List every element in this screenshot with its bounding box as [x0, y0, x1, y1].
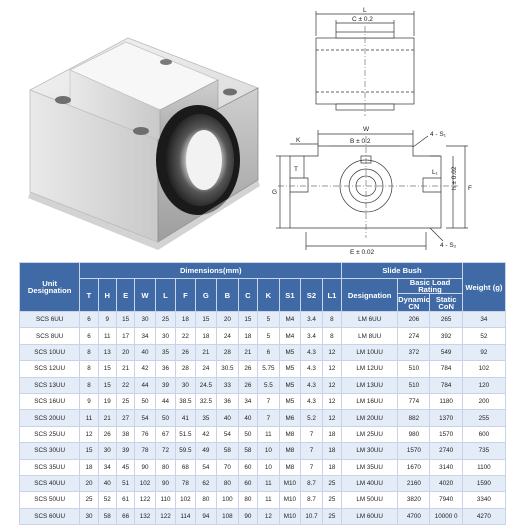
- spec-table-body: [20, 312, 506, 525]
- table-cell: LM 16UU: [342, 393, 398, 409]
- table-cell: 12: [80, 426, 98, 442]
- table-cell: 1180: [430, 393, 462, 409]
- table-row: [20, 393, 506, 409]
- table-cell: 980: [398, 426, 430, 442]
- table-cell: LM 30UU: [342, 443, 398, 459]
- header-weight: Weight (g): [462, 263, 505, 312]
- table-cell: 600: [462, 426, 505, 442]
- spec-table-container: [19, 262, 506, 522]
- table-cell: 15: [98, 361, 116, 377]
- header-slide-bush: Slide Bush: [342, 263, 463, 279]
- table-cell: 30: [135, 312, 155, 328]
- table-cell: 21: [195, 344, 217, 360]
- header-dynamic: Dynamic CN: [398, 294, 430, 311]
- table-cell: 5.75: [258, 361, 280, 377]
- table-cell: LM 6UU: [342, 312, 398, 328]
- table-cell: M5: [279, 344, 301, 360]
- table-cell: 11: [80, 410, 98, 426]
- table-cell: 30: [155, 328, 175, 344]
- table-cell: LM 50UU: [342, 492, 398, 508]
- table-cell: 80: [238, 492, 257, 508]
- table-cell: 52: [462, 328, 505, 344]
- table-cell: M8: [279, 426, 301, 442]
- table-cell: 26: [238, 377, 257, 393]
- table-cell: 9: [80, 393, 98, 409]
- table-cell: 35: [155, 344, 175, 360]
- table-cell: 27: [116, 410, 134, 426]
- table-cell: 1100: [462, 459, 505, 475]
- table-cell: LM 20UU: [342, 410, 398, 426]
- table-cell: 12: [322, 344, 341, 360]
- table-row: [20, 492, 506, 508]
- table-cell: 20: [80, 475, 98, 491]
- table-cell: 66: [116, 508, 134, 524]
- table-cell: 40: [135, 344, 155, 360]
- table-cell: 38: [116, 426, 134, 442]
- table-cell: 735: [462, 443, 505, 459]
- table-cell: 80: [195, 492, 217, 508]
- table-cell: 32.5: [195, 393, 217, 409]
- table-cell: 8: [322, 328, 341, 344]
- dim-label-f: F: [468, 185, 472, 192]
- header-dim-f: F: [176, 279, 195, 312]
- table-cell: 549: [430, 344, 462, 360]
- table-cell: SCS 12UU: [20, 361, 80, 377]
- table-cell: 1570: [430, 426, 462, 442]
- dim-label-k: K: [296, 137, 301, 144]
- table-cell: 274: [398, 328, 430, 344]
- table-cell: 78: [176, 475, 195, 491]
- table-row: [20, 426, 506, 442]
- table-cell: 28: [217, 344, 239, 360]
- header-dim-g: G: [195, 279, 217, 312]
- table-cell: 90: [155, 475, 175, 491]
- table-cell: SCS 10UU: [20, 344, 80, 360]
- table-cell: 6: [80, 312, 98, 328]
- table-cell: 5: [258, 312, 280, 328]
- table-cell: 8: [80, 377, 98, 393]
- technical-drawing: [268, 6, 518, 258]
- table-cell: 60: [238, 459, 257, 475]
- table-cell: M10: [279, 508, 301, 524]
- table-cell: 255: [462, 410, 505, 426]
- table-cell: 33: [217, 377, 239, 393]
- table-cell: 22: [116, 377, 134, 393]
- table-cell: 12: [322, 361, 341, 377]
- table-row: [20, 508, 506, 524]
- table-cell: SCS 30UU: [20, 443, 80, 459]
- table-cell: 5: [258, 328, 280, 344]
- table-row: [20, 344, 506, 360]
- table-cell: 51: [116, 475, 134, 491]
- table-cell: 54: [195, 459, 217, 475]
- table-cell: 120: [462, 377, 505, 393]
- table-cell: 18: [322, 426, 341, 442]
- dim-label-b: B ± 0.2: [350, 138, 371, 145]
- table-cell: 40: [98, 475, 116, 491]
- table-cell: 30: [80, 508, 98, 524]
- header-dim-k: K: [258, 279, 280, 312]
- table-cell: 7: [258, 410, 280, 426]
- table-cell: 58: [217, 443, 239, 459]
- table-cell: 26: [238, 361, 257, 377]
- table-row: [20, 410, 506, 426]
- table-cell: 25: [80, 492, 98, 508]
- table-cell: 784: [430, 377, 462, 393]
- table-cell: 200: [462, 393, 505, 409]
- table-cell: 4.3: [301, 344, 323, 360]
- table-cell: 50: [155, 410, 175, 426]
- table-cell: 76: [135, 426, 155, 442]
- table-cell: 122: [135, 492, 155, 508]
- table-row: [20, 459, 506, 475]
- table-cell: 4.3: [301, 393, 323, 409]
- table-cell: 114: [176, 508, 195, 524]
- table-cell: 8: [80, 344, 98, 360]
- table-cell: 42: [135, 361, 155, 377]
- table-cell: 372: [398, 344, 430, 360]
- table-cell: 30: [176, 377, 195, 393]
- table-cell: 45: [116, 459, 134, 475]
- table-cell: 52: [98, 492, 116, 508]
- table-cell: M8: [279, 459, 301, 475]
- table-cell: 72: [155, 443, 175, 459]
- table-cell: 90: [238, 508, 257, 524]
- dim-label-s1: 4 - S₁: [430, 131, 446, 138]
- table-cell: 36: [217, 393, 239, 409]
- table-cell: 54: [217, 426, 239, 442]
- table-cell: 25: [322, 508, 341, 524]
- table-cell: SCS 50UU: [20, 492, 80, 508]
- table-cell: 80: [155, 459, 175, 475]
- table-cell: M5: [279, 361, 301, 377]
- table-cell: 60: [238, 475, 257, 491]
- table-cell: M8: [279, 443, 301, 459]
- table-cell: 8: [322, 312, 341, 328]
- table-cell: 36: [155, 361, 175, 377]
- table-cell: 24.5: [195, 377, 217, 393]
- table-cell: SCS 16UU: [20, 393, 80, 409]
- table-cell: 15: [80, 443, 98, 459]
- table-cell: SCS 40UU: [20, 475, 80, 491]
- table-cell: M10: [279, 492, 301, 508]
- table-row: [20, 443, 506, 459]
- table-cell: 784: [430, 361, 462, 377]
- product-photo: [8, 10, 270, 255]
- table-cell: 28: [176, 361, 195, 377]
- table-cell: 17: [116, 328, 134, 344]
- table-cell: 25: [322, 475, 341, 491]
- table-cell: 102: [176, 492, 195, 508]
- table-cell: 18: [80, 459, 98, 475]
- table-cell: 90: [135, 459, 155, 475]
- table-cell: 44: [135, 377, 155, 393]
- table-cell: 58: [238, 443, 257, 459]
- table-cell: 62: [195, 475, 217, 491]
- table-cell: 40: [217, 410, 239, 426]
- table-cell: 19: [98, 393, 116, 409]
- table-cell: 22: [176, 328, 195, 344]
- table-cell: 5.2: [301, 410, 323, 426]
- table-cell: 50: [135, 393, 155, 409]
- table-cell: 80: [217, 475, 239, 491]
- header-dim-l: L: [155, 279, 175, 312]
- table-cell: SCS 60UU: [20, 508, 80, 524]
- table-cell: M6: [279, 410, 301, 426]
- table-cell: 3140: [430, 459, 462, 475]
- table-cell: 7: [301, 426, 323, 442]
- table-cell: 392: [430, 328, 462, 344]
- table-cell: 882: [398, 410, 430, 426]
- table-cell: 12: [322, 393, 341, 409]
- table-cell: 15: [98, 377, 116, 393]
- table-cell: 4700: [398, 508, 430, 524]
- table-cell: 18: [322, 459, 341, 475]
- table-cell: LM 60UU: [342, 508, 398, 524]
- table-cell: 12: [322, 410, 341, 426]
- table-cell: 2740: [430, 443, 462, 459]
- table-cell: 3340: [462, 492, 505, 508]
- table-cell: 18: [176, 312, 195, 328]
- table-cell: LM 40UU: [342, 475, 398, 491]
- table-cell: 30.5: [217, 361, 239, 377]
- table-cell: 4.3: [301, 377, 323, 393]
- dim-label-s2: 4 - S₂: [440, 242, 457, 249]
- table-cell: 108: [217, 508, 239, 524]
- table-cell: 24: [217, 328, 239, 344]
- table-cell: 4.3: [301, 361, 323, 377]
- table-cell: 3820: [398, 492, 430, 508]
- table-cell: 3.4: [301, 328, 323, 344]
- table-cell: 15: [238, 312, 257, 328]
- table-cell: 78: [135, 443, 155, 459]
- table-cell: 7: [301, 459, 323, 475]
- table-cell: 50: [238, 426, 257, 442]
- table-cell: 21: [116, 361, 134, 377]
- table-cell: 7: [258, 393, 280, 409]
- table-cell: 39: [155, 377, 175, 393]
- table-cell: 265: [430, 312, 462, 328]
- table-cell: 3.4: [301, 312, 323, 328]
- table-cell: 11: [258, 475, 280, 491]
- table-row: [20, 475, 506, 491]
- table-cell: 70: [217, 459, 239, 475]
- header-dim-t: T: [80, 279, 98, 312]
- table-cell: 26: [98, 426, 116, 442]
- table-cell: 1570: [398, 443, 430, 459]
- header-designation: Designation: [342, 279, 398, 312]
- header-basic-load-rating: Basic Load Rating: [398, 279, 463, 294]
- header-dim-c: C: [238, 279, 257, 312]
- table-cell: 102: [135, 475, 155, 491]
- table-cell: 26: [176, 344, 195, 360]
- header-dim-s1: S1: [279, 279, 301, 312]
- dim-label-l: L: [363, 7, 367, 14]
- table-cell: 774: [398, 393, 430, 409]
- table-cell: 5.5: [258, 377, 280, 393]
- table-cell: 61: [116, 492, 134, 508]
- table-cell: 94: [195, 508, 217, 524]
- dim-label-w: W: [363, 126, 370, 133]
- table-cell: 39: [116, 443, 134, 459]
- table-cell: 67: [155, 426, 175, 442]
- table-cell: 34: [98, 459, 116, 475]
- table-cell: M4: [279, 328, 301, 344]
- header-unit-designation: Unit Designation: [20, 263, 80, 312]
- table-cell: SCS 25UU: [20, 426, 80, 442]
- table-cell: 35: [195, 410, 217, 426]
- table-cell: 21: [98, 410, 116, 426]
- table-cell: 4270: [462, 508, 505, 524]
- table-cell: 4020: [430, 475, 462, 491]
- table-cell: 510: [398, 377, 430, 393]
- table-cell: M10: [279, 475, 301, 491]
- table-cell: LM 12UU: [342, 361, 398, 377]
- table-cell: SCS 13UU: [20, 377, 80, 393]
- table-cell: 11: [98, 328, 116, 344]
- table-cell: LM 8UU: [342, 328, 398, 344]
- table-cell: 132: [135, 508, 155, 524]
- table-cell: 11: [258, 492, 280, 508]
- table-row: [20, 361, 506, 377]
- table-cell: M5: [279, 377, 301, 393]
- dim-label-h: h ± 0.02: [451, 166, 458, 190]
- table-cell: 42: [195, 426, 217, 442]
- table-cell: 92: [462, 344, 505, 360]
- table-cell: 25: [116, 393, 134, 409]
- table-cell: 8: [80, 361, 98, 377]
- table-cell: 18: [238, 328, 257, 344]
- table-cell: 51.5: [176, 426, 195, 442]
- table-cell: 6: [258, 344, 280, 360]
- table-cell: SCS 35UU: [20, 459, 80, 475]
- table-cell: 1370: [430, 410, 462, 426]
- table-cell: 49: [195, 443, 217, 459]
- table-cell: 110: [155, 492, 175, 508]
- table-cell: LM 13UU: [342, 377, 398, 393]
- table-cell: 8.7: [301, 475, 323, 491]
- table-cell: 10.7: [301, 508, 323, 524]
- table-cell: 40: [238, 410, 257, 426]
- table-row: [20, 377, 506, 393]
- table-cell: 10000 0: [430, 508, 462, 524]
- table-cell: SCS 8UU: [20, 328, 80, 344]
- table-cell: 18: [322, 443, 341, 459]
- table-cell: 20: [217, 312, 239, 328]
- table-cell: 34: [238, 393, 257, 409]
- header-dim-l1: L1: [322, 279, 341, 312]
- table-cell: M5: [279, 393, 301, 409]
- table-cell: 68: [176, 459, 195, 475]
- table-cell: 44: [155, 393, 175, 409]
- header-dim-b: B: [217, 279, 239, 312]
- header-dim-s2: S2: [301, 279, 323, 312]
- table-cell: 8.7: [301, 492, 323, 508]
- table-cell: 9: [98, 312, 116, 328]
- table-cell: 15: [116, 312, 134, 328]
- table-cell: 41: [176, 410, 195, 426]
- table-cell: 58: [98, 508, 116, 524]
- table-cell: 122: [155, 508, 175, 524]
- table-cell: 2160: [398, 475, 430, 491]
- table-cell: 12: [258, 508, 280, 524]
- table-cell: 25: [155, 312, 175, 328]
- table-cell: 206: [398, 312, 430, 328]
- table-cell: LM 10UU: [342, 344, 398, 360]
- dim-label-l1: L₁: [432, 169, 438, 176]
- dim-label-e: E ± 0.02: [350, 249, 375, 256]
- table-cell: 12: [322, 377, 341, 393]
- header-dim-h: H: [98, 279, 116, 312]
- table-cell: 13: [98, 344, 116, 360]
- header-dim-w: W: [135, 279, 155, 312]
- table-cell: 30: [98, 443, 116, 459]
- table-cell: 20: [116, 344, 134, 360]
- table-cell: 25: [322, 492, 341, 508]
- table-cell: 10: [258, 459, 280, 475]
- table-cell: 24: [195, 361, 217, 377]
- dim-label-t: T: [294, 166, 298, 173]
- table-row: [20, 328, 506, 344]
- spec-table: [19, 262, 506, 525]
- header-dim-e: E: [116, 279, 134, 312]
- header-dimensions: Dimensions(mm): [80, 263, 342, 279]
- table-cell: 21: [238, 344, 257, 360]
- table-cell: 6: [80, 328, 98, 344]
- table-cell: 11: [258, 426, 280, 442]
- table-cell: 18: [195, 328, 217, 344]
- header-static: Static CoN: [430, 294, 462, 312]
- table-cell: 100: [217, 492, 239, 508]
- table-cell: SCS 20UU: [20, 410, 80, 426]
- dim-label-g: G: [272, 189, 278, 196]
- table-cell: 102: [462, 361, 505, 377]
- table-cell: 7: [301, 443, 323, 459]
- table-cell: 1670: [398, 459, 430, 475]
- dim-label-c: C ± 0.2: [352, 16, 373, 23]
- table-cell: LM 35UU: [342, 459, 398, 475]
- table-cell: M4: [279, 312, 301, 328]
- table-cell: 1590: [462, 475, 505, 491]
- table-row: [20, 312, 506, 328]
- table-cell: 54: [135, 410, 155, 426]
- table-cell: 10: [258, 443, 280, 459]
- table-cell: 7940: [430, 492, 462, 508]
- table-cell: 34: [462, 312, 505, 328]
- table-cell: 59.5: [176, 443, 195, 459]
- table-cell: 38.5: [176, 393, 195, 409]
- table-cell: 34: [135, 328, 155, 344]
- table-cell: 15: [195, 312, 217, 328]
- table-cell: SCS 6UU: [20, 312, 80, 328]
- table-cell: LM 25UU: [342, 426, 398, 442]
- table-cell: 510: [398, 361, 430, 377]
